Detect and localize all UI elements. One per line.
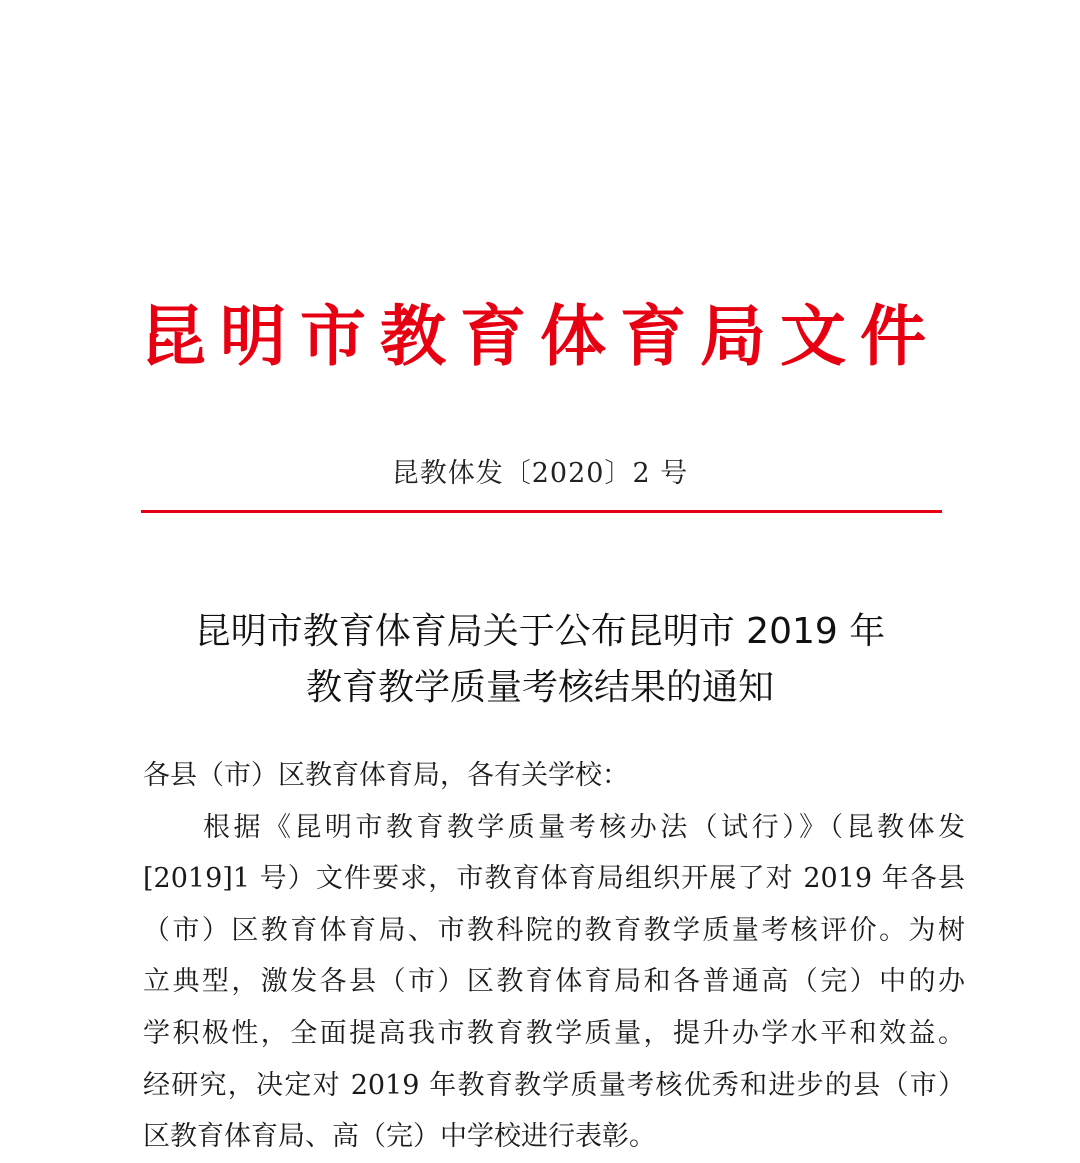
body-line: 学积极性，全面提高我市教育教学质量，提升办学水平和效益。 (143, 1017, 965, 1049)
red-divider-line (141, 510, 942, 513)
body-line: （市）区教育体育局、市教科院的教育教学质量考核评价。为树 (143, 914, 965, 946)
notice-title-line-2: 教育教学质量考核结果的通知 (305, 667, 774, 708)
salutation: 各县（市）区教育体育局，各有关学校： (143, 760, 629, 791)
body-line: 立典型，激发各县（市）区教育体育局和各普通高（完）中的办 (143, 966, 965, 998)
notice-body (143, 750, 965, 1163)
body-line: 根据《昆明市教育教学质量考核办法（试行）》（昆教体发 (203, 811, 965, 843)
document-number: 昆教体发〔2020〕2 号 (391, 458, 689, 489)
body-line: 经研究，决定对 2019 年教育教学质量考核优秀和进步的县（市） (143, 1069, 965, 1101)
notice-title-line-1: 昆明市教育体育局关于公布昆明市 2019 年 (194, 611, 886, 652)
body-line: 区教育体育局、高（完）中学校进行表彰。 (143, 1121, 656, 1153)
body-line: [2019]1 号）文件要求，市教育体育局组织开展了对 2019 年各县 (143, 863, 965, 895)
notice-title (0, 604, 1080, 716)
issuer-header-title: 昆明市教育体育局文件 (140, 297, 940, 375)
